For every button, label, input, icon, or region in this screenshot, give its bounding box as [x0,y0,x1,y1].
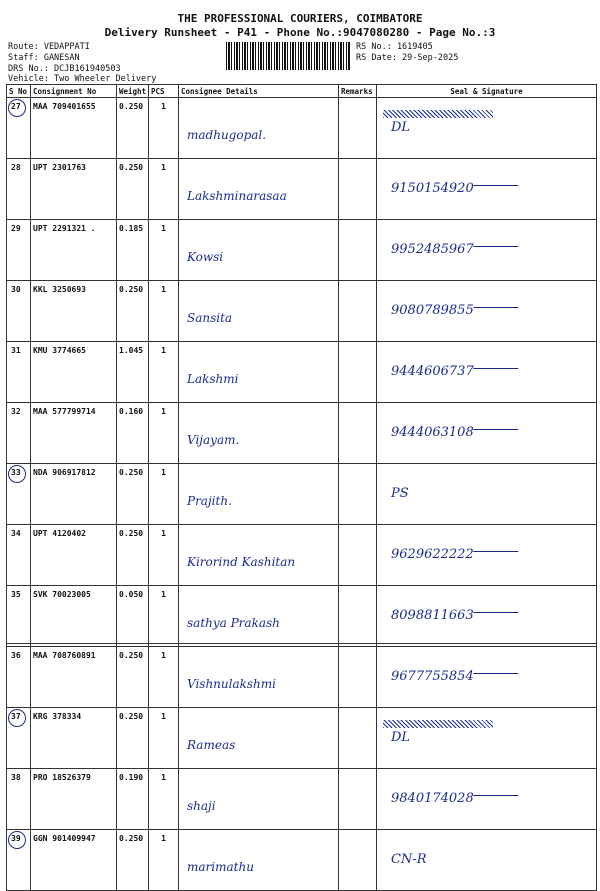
pcs-value: 1 [161,590,166,599]
pcs-cell [149,525,179,586]
circle-mark [8,709,26,727]
signature-cell [377,525,597,586]
weight-value: 0.190 [119,773,144,782]
sno-value: 28 [11,163,21,172]
remarks-cell [339,159,377,220]
consignee-cell [179,98,339,159]
sno-cell [7,403,31,464]
sno-cell [7,342,31,403]
remarks-cell [339,647,377,708]
sno-value: 37 [11,712,21,721]
remarks-cell [339,525,377,586]
vehicle-label: Vehicle: Two Wheeler Delivery [8,74,157,84]
weight-cell [117,281,149,342]
sno-value: 35 [11,590,21,599]
sno-cell [7,525,31,586]
consignment-cell [31,159,117,220]
pcs-value: 1 [161,773,166,782]
pcs-value: 1 [161,102,166,111]
weight-value: 1.045 [119,346,144,355]
weight-cell [117,98,149,159]
remarks-cell [339,464,377,525]
pcs-cell [149,464,179,525]
signature-handwriting: 9444606737 [391,364,474,379]
pcs-value: 1 [161,834,166,843]
signature-cell [377,98,597,159]
weight-cell [117,769,149,830]
consignee-cell [179,159,339,220]
consignee-handwritten-name: Rameas [187,738,236,752]
signature-handwriting: 9840174028 [391,791,474,806]
sno-cell [7,464,31,525]
signature-handwriting: 9629622222 [391,547,474,562]
pcs-cell [149,586,179,647]
pcs-cell [149,281,179,342]
sno-cell [7,98,31,159]
signature-scribble [473,409,526,430]
table-row [7,464,597,525]
signature-handwriting: 9150154920 [391,181,474,196]
signature-scribble [473,775,526,796]
consignment-cell [31,769,117,830]
weight-value: 0.185 [119,224,144,233]
table-row [7,586,597,647]
consignee-handwritten-name: shaji [187,799,216,813]
remarks-cell [339,403,377,464]
pcs-cell [149,769,179,830]
table-row [7,647,597,708]
signature-cell [377,830,597,891]
consignment-value: SVK 70023005 [33,590,91,599]
signature-handwriting: 9952485967 [391,242,474,257]
consignment-value: KKL 3250693 [33,285,86,294]
consignment-cell [31,342,117,403]
rs-date: RS Date: 29-Sep-2025 [356,53,459,63]
weight-cell [117,647,149,708]
consignment-cell [31,830,117,891]
consignee-cell [179,464,339,525]
weight-cell [117,342,149,403]
sno-cell [7,769,31,830]
sno-value: 30 [11,285,21,294]
consignment-value: GGN 901409947 [33,834,96,843]
pcs-cell [149,342,179,403]
sno-cell [7,159,31,220]
remarks-cell [339,220,377,281]
pcs-cell [149,98,179,159]
weight-cell [117,708,149,769]
remarks-cell [339,281,377,342]
sno-value: 34 [11,529,21,538]
runsheet-subtitle: Delivery Runsheet - P41 - Phone No.:9047080280 - Page No.:3 [104,26,496,39]
weight-value: 0.250 [119,468,144,477]
pcs-value: 1 [161,712,166,721]
consignee-cell [179,220,339,281]
col-remarks: Remarks [339,85,377,98]
pcs-value: 1 [161,529,166,538]
weight-value: 0.250 [119,712,144,721]
pcs-cell [149,830,179,891]
consignee-handwritten-name: marimathu [187,860,254,874]
signature-handwriting: 8098811663 [391,608,474,623]
sno-value: 39 [11,834,21,843]
weight-cell [117,464,149,525]
weight-value: 0.250 [119,285,144,294]
company-title: THE PROFESSIONAL COURIERS, COIMBATORE [177,12,423,25]
circle-mark [8,465,26,483]
consignee-cell [179,525,339,586]
consignment-value: PRO 18526379 [33,773,91,782]
consignment-value: MAA 577799714 [33,407,96,416]
weight-value: 0.250 [119,529,144,538]
col-weight: Weight [117,85,149,98]
signature-handwriting: 9444063108 [391,425,474,440]
sno-value: 36 [11,651,21,660]
consignee-cell [179,830,339,891]
pcs-value: 1 [161,163,166,172]
pcs-value: 1 [161,346,166,355]
consignment-cell [31,98,117,159]
consignee-handwritten-name: Vishnulakshmi [187,677,277,691]
signature-scribble [473,348,526,369]
weight-cell [117,586,149,647]
consignment-value: UPT 4120402 [33,529,86,538]
table-row [7,403,597,464]
weight-cell [117,159,149,220]
sno-value: 27 [11,102,21,111]
consignment-value: KMU 3774665 [33,346,86,355]
table-row [7,525,597,586]
rs-number: RS No.: 1619405 [356,42,433,52]
signature-cell [377,220,597,281]
consignee-cell [179,403,339,464]
remarks-cell [339,830,377,891]
consignee-handwritten-name: Lakshminarasaa [187,189,287,203]
remarks-cell [339,342,377,403]
signature-cell [377,159,597,220]
consignee-handwritten-name: Sansita [187,311,233,325]
consignment-cell [31,586,117,647]
struck-out-mark [383,720,493,728]
signature-scribble [473,287,526,308]
pcs-value: 1 [161,468,166,477]
weight-value: 0.250 [119,651,144,660]
remarks-cell [339,586,377,647]
consignee-handwritten-name: sathya Prakash [187,616,280,630]
remarks-cell [339,769,377,830]
signature-cell [377,769,597,830]
consignee-handwritten-name: Kowsi [187,250,224,264]
weight-value: 0.160 [119,407,144,416]
signature-cell [377,708,597,769]
consignee-handwritten-name: Lakshmi [187,372,239,386]
delivery-table [6,84,597,891]
consignee-cell [179,342,339,403]
table-row [7,769,597,830]
table-row [7,830,597,891]
table-row [7,220,597,281]
sno-value: 33 [11,468,21,477]
signature-handwriting: PS [391,486,409,501]
table-header-row [7,85,597,98]
barcode-image [226,42,350,70]
signature-handwriting: 9080789855 [391,303,474,318]
col-sno: S No [7,85,31,98]
pcs-value: 1 [161,285,166,294]
weight-cell [117,525,149,586]
signature-handwriting: CN-R [391,852,427,867]
signature-cell [377,647,597,708]
circle-mark [8,831,26,849]
consignment-cell [31,220,117,281]
signature-scribble [473,592,526,613]
route-label: Route: VEDAPPATI [8,42,90,52]
table-row [7,159,597,220]
sno-cell [7,220,31,281]
signature-cell [377,342,597,403]
consignment-cell [31,708,117,769]
signature-cell [377,403,597,464]
consignee-handwritten-name: Prajith. [187,494,232,508]
consignee-cell [179,769,339,830]
weight-value: 0.250 [119,102,144,111]
consignee-handwritten-name: Vijayam. [187,433,240,447]
signature-scribble [473,531,526,552]
signature-scribble [473,165,526,186]
col-consignment: Consignment No [31,85,117,98]
pcs-cell [149,220,179,281]
weight-cell [117,830,149,891]
signature-handwriting: DL [391,730,411,745]
table-row [7,98,597,159]
remarks-cell [339,708,377,769]
consignment-cell [31,525,117,586]
remarks-cell [339,98,377,159]
pcs-value: 1 [161,651,166,660]
consignee-cell [179,708,339,769]
consignee-handwritten-name: madhugopal. [187,128,267,142]
struck-out-mark [383,110,493,118]
pcs-cell [149,708,179,769]
signature-cell [377,281,597,342]
consignee-cell [179,647,339,708]
sno-value: 29 [11,224,21,233]
col-consignee: Consignee Details [179,85,339,98]
consignment-cell [31,464,117,525]
consignee-cell [179,586,339,647]
sno-value: 38 [11,773,21,782]
weight-value: 0.250 [119,163,144,172]
staff-label: Staff: GANESAN [8,53,80,63]
weight-cell [117,220,149,281]
col-seal-signature: Seal & Signature [377,85,597,98]
consignment-value: MAA 708760891 [33,651,96,660]
consignment-cell [31,403,117,464]
weight-cell [117,403,149,464]
consignment-cell [31,647,117,708]
pcs-cell [149,159,179,220]
sno-cell [7,586,31,647]
drs-number: DRS No.: DCJB161940503 [8,64,121,74]
pcs-value: 1 [161,224,166,233]
signature-cell [377,464,597,525]
sno-cell [7,281,31,342]
consignee-handwritten-name: Kirorind Kashitan [187,555,296,569]
weight-value: 0.250 [119,834,144,843]
circle-mark [8,99,26,117]
signature-scribble [473,653,526,674]
consignment-value: NDA 906917812 [33,468,96,477]
pcs-cell [149,403,179,464]
sno-value: 31 [11,346,21,355]
table-row [7,281,597,342]
signature-scribble [473,226,526,247]
table-bottom-line [6,643,596,644]
pcs-value: 1 [161,407,166,416]
sno-cell [7,708,31,769]
col-pcs: PCS [149,85,179,98]
sno-value: 32 [11,407,21,416]
consignee-cell [179,281,339,342]
consignment-cell [31,281,117,342]
consignment-value: UPT 2291321 . [33,224,96,233]
signature-cell [377,586,597,647]
pcs-cell [149,647,179,708]
consignment-value: KRG 378334 [33,712,82,721]
consignment-value: MAA 709401655 [33,102,96,111]
table-row [7,708,597,769]
signature-handwriting: 9677755854 [391,669,474,684]
sno-cell [7,647,31,708]
weight-value: 0.050 [119,590,144,599]
signature-handwriting: DL [391,120,411,135]
consignment-value: UPT 2301763 [33,163,86,172]
table-row [7,342,597,403]
sno-cell [7,830,31,891]
